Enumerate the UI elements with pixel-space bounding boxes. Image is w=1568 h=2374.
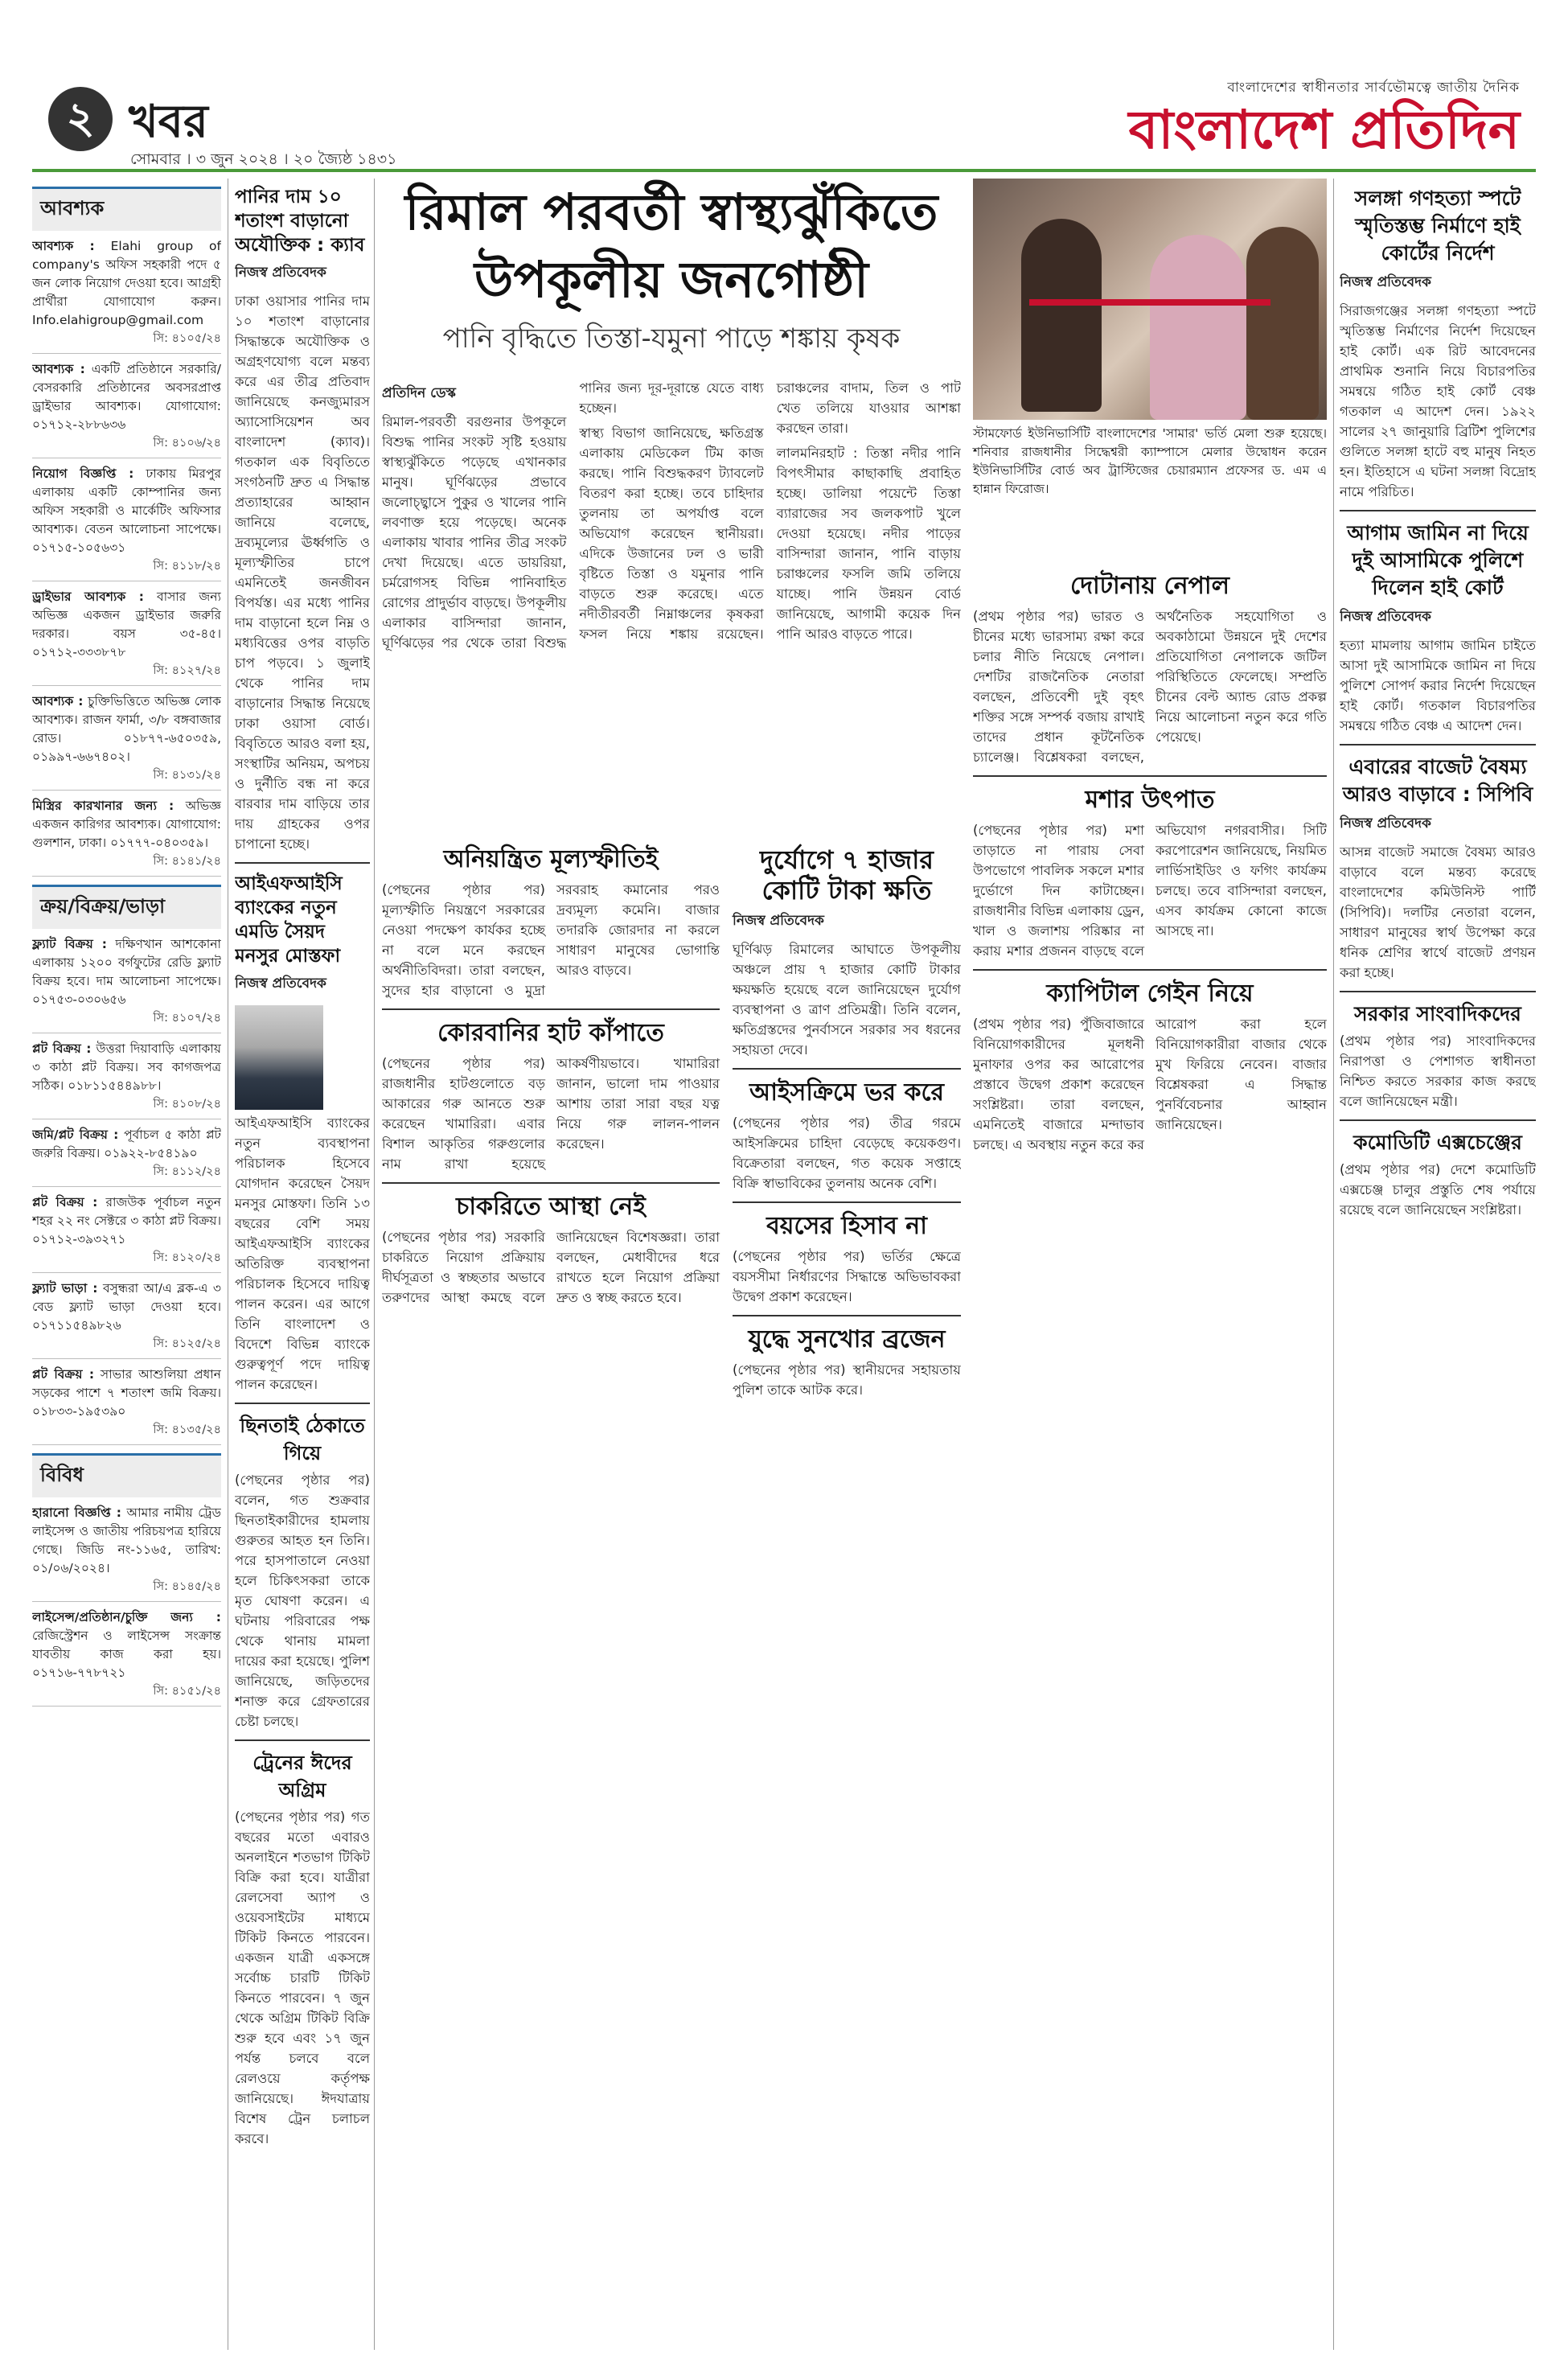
article-body: স্বাস্থ্য বিভাগ জানিয়েছে, ক্ষতিগ্রস্ত এলাকায় মেডিকেল টিম কাজ করছে। পানি বিশুদ্ধকরণ ট্যাবলেট বিতরণ করা হচ্ছে। তবে চাহিদার তুলনায় তা অপর্যাপ্ত বলে অভিযোগ করেছেন স্থানীয়রা। এদিকে উজানের ঢল ও ভারী বৃষ্টিতে তিস্তা ও যমুনার পানি বাড়তে শুরু করেছে। এতে নদীতীরবর্তী নিম্নাঞ্চলের কৃষকরা ফসল নিয়ে শঙ্কায় রয়েছেন। চরাঞ্চলের বাদাম, তিল ও পাট খেত তলিয়ে যাওয়ার আশঙ্কা করছেন তারা।: [579, 380, 961, 642]
story-rule: [382, 1182, 720, 1184]
lead-headline-line1: রিমাল পরবর্তী স্বাস্থ্যঝুঁকিতে: [404, 183, 938, 241]
article-body: (পেছনের পৃষ্ঠার পর) বলেন, গত শুক্রবার ছিনতাইকারীদের হামলায় গুরুতর আহত হন তিনি। পরে হাসপাতালে নেওয়া হলে চিকিৎসকরা তাকে মৃত ঘোষণা করেন। এ ঘটনায় পরিবারের পক্ষ থেকে থানায় মামলা দায়ের করা হয়েছে। পুলিশ জানিয়েছে, জড়িতদের শনাক্ত করে গ্রেফতারের চেষ্টা চলছে।: [235, 1472, 370, 1729]
article-body: (পেছনের পৃষ্ঠার পর) মূল্যস্ফীতি নিয়ন্ত্রণে সরকারের নেওয়া পদক্ষেপ কার্যকর হচ্ছে না বলে মনে করছেন অর্থনীতিবিদরা। তারা বলছেন, সুদের হার বাড়ানো ও মুদ্রা সরবরাহ কমানোর পরও দ্রব্যমূল্য কমেনি। বাজার তদারকি জোরদার না করলে সাধারণ মানুষের ভোগান্তি আরও বাড়বে।: [382, 882, 720, 998]
article-body: হত্যা মামলায় আগাম জামিন চাইতে আসা দুই আসামিকে জামিন না দিয়ে পুলিশে সোপর্দ করার নির্দেশ দিয়েছেন হাই কোর্ট। গতকাল বিচারপতির সমন্বয়ে গঠিত বেঞ্চ এ আদেশ দেন।: [1340, 638, 1536, 733]
story-rule: [235, 1739, 370, 1741]
news-column-2: [235, 179, 370, 2350]
article-body: লালমনিরহাট : তিস্তা নদীর পানি বিপৎসীমার কাছাকাছি প্রবাহিত হচ্ছে। ডালিয়া পয়েন্টে তিস্তা ব্যারাজের সব জলকপাট খুলে দেওয়া হয়েছে। নদীর পাড়ের বাসিন্দারা জানান, পানি বাড়ায় চরাঞ্চলের ফসলি জমি তলিয়ে যাচ্ছে। পানি উন্নয়ন বোর্ড জানিয়েছে, আগামী কয়েক দিন পানি আরও বাড়তে পারে।: [776, 446, 961, 642]
headline-commodity: কমোডিটি এক্সচেঞ্জের: [1353, 1131, 1522, 1154]
classified-ad: হারানো বিজ্ঞপ্তি : আমার নামীয় ট্রেড লাইসেন্স ও জাতীয় পরিচয়পত্র হারিয়ে গেছে। জিডি নং-১১৬৫, তারিখ: ০১/০৬/২০২৪। সি: ৪১৪৫/২৪: [32, 1504, 221, 1602]
story-rule: [973, 775, 1327, 777]
story-rule: [1340, 1119, 1536, 1121]
classified-ad: আবশ্যক : Elahi group of company's অফিস সহকারী পদে ৫ জন লোক নিয়োগ দেওয়া হবে। আগ্রহী প্রার্থীরা যোগাযোগ করুন। Info.elahigroup@gmail.com সি: ৪১০৫/২৪: [32, 237, 221, 354]
section-name: খবর: [129, 96, 208, 148]
story-rule: [1340, 991, 1536, 992]
headline-nepal: দোটানায় নেপাল: [1070, 572, 1229, 600]
article-body: (প্রথম পৃষ্ঠার পর) ভারত ও চীনের মধ্যে ভারসাম্য রক্ষা করে চলার নীতি নিয়েছে নেপাল। দেশটির রাজনৈতিক নেতারা বলছেন, প্রতিবেশী দুই বৃহৎ শক্তির সঙ্গে সম্পর্ক বজায় রাখাই তাদের প্রধান কূটনৈতিক চ্যালেঞ্জ। বিশ্লেষকরা বলছেন, অর্থনৈতিক সহযোগিতা ও অবকাঠামো উন্নয়নে দুই দেশের প্রতিযোগিতা নেপালকে জটিল পরিস্থিতিতে ফেলেছে। সম্প্রতি চীনের বেল্ট অ্যান্ড রোড প্রকল্প নিয়ে আলোচনা নতুন করে গতি পেয়েছে।: [973, 609, 1327, 765]
photo-figure: [1150, 235, 1246, 420]
headline-capital-gain: ক্যাপিটাল গেইন নিয়ে: [1046, 980, 1254, 1008]
article-body: (প্রথম পৃষ্ঠার পর) দেশে কমোডিটি এক্সচেঞ্জ চালুর প্রস্তুতি শেষ পর্যায়ে রয়েছে বলে জানিয়েছেন সংশ্লিষ্টরা।: [1340, 1162, 1536, 1218]
center-bottom-block: [382, 836, 961, 2348]
article-body: সিরাজগঞ্জের সলঙ্গা গণহত্যা স্পটে স্মৃতিস্তম্ভ নির্মাণের নির্দেশ দিয়েছেন হাই কোর্ট। এক রিট আবেদনের প্রাথমিক শুনানি নিয়ে বিচারপতির সমন্বয়ে গঠিত হাই কোর্ট বেঞ্চ গতকাল এ আদেশ দেন। ১৯২২ সালের ২৭ জানুয়ারি ব্রিটিশ পুলিশের গুলিতে সলঙ্গা হাটে বহু মানুষ নিহত হন। ইতিহাসে এ ঘটনা সলঙ্গা বিদ্রোহ নামে পরিচিত।: [1340, 303, 1536, 499]
article-body: (পেছনের পৃষ্ঠার পর) রাজধানীর হাটগুলোতে বড় আকারের গরু আনতে শুরু করেছেন খামারিরা। এবার বিশাল আকৃতির গরুগুলোর নাম রাখা হয়েছে আকর্ষণীয়ভাবে। খামারিরা জানান, ভালো দাম পাওয়ার আশায় তারা সারা বছর যত্ন নিয়ে গরু লালন-পালন করেছেন।: [382, 1056, 720, 1172]
byline: নিজস্ব প্রতিবেদক: [1340, 815, 1431, 832]
byline: নিজস্ব প্রতিবেদক: [1340, 274, 1431, 290]
headline-disaster-loss: দুর্যোগে ৭ হাজার কোটি টাকা ক্ষতি: [760, 844, 934, 906]
headline-journalists: সরকার সাংবাদিকদের: [1354, 1002, 1521, 1025]
ribbon: [1029, 299, 1270, 306]
headline-age: বয়সের হিসাব না: [766, 1212, 927, 1240]
headline-train-ticket: ট্রেনের ঈদের অগ্রিম: [252, 1752, 352, 1801]
classified-ad: প্লট বিক্রয় : সাভার আশুলিয়া প্রধান সড়কের পাশে ৭ শতাংশ জমি বিক্রয়। ০১৮৩৩-১৯৫৩৯০ সি: ৪১৩৫/২৪: [32, 1366, 221, 1445]
story-rule: [1340, 510, 1536, 511]
page-number: ২: [48, 87, 113, 151]
article-body: (পেছনের পৃষ্ঠার পর) গত বছরের মতো এবারও অনলাইনে শতভাগ টিকিট বিক্রি করা হবে। যাত্রীরা রেলসেবা অ্যাপ ও ওয়েবসাইটের মাধ্যমে টিকিট কিনতে পারবেন। একজন যাত্রী একসঙ্গে সর্বোচ্চ চারটি টিকিট কিনতে পারবেন। ৭ জুন থেকে অগ্রিম টিকিট বিক্রি শুরু হবে এবং ১৭ জুন পর্যন্ত চলবে বলে রেলওয়ে কর্তৃপক্ষ জানিয়েছে। ঈদযাত্রায় বিশেষ ট্রেন চলাচল করবে।: [235, 1809, 370, 2146]
article-body: আসন্ন বাজেট সমাজে বৈষম্য আরও বাড়াবে বলে মন্তব্য করেছে বাংলাদেশের কমিউনিস্ট পার্টি (সিপিবি)। দলটির নেতারা বলেন, সাধারণ মানুষের স্বার্থ উপেক্ষা করে ধনিক শ্রেণির স্বার্থে বাজেট প্রণয়ন করা হচ্ছে।: [1340, 844, 1536, 980]
masthead-rule: [32, 169, 1536, 172]
story-rule: [733, 1201, 961, 1203]
masthead: [32, 74, 1536, 168]
brand: [1129, 77, 1520, 159]
headline-bail: আগাম জামিন না দিয়ে দুই আসামিকে পুলিশে দিলেন হাই কোর্ট: [1347, 521, 1529, 599]
byline: নিজস্ব প্রতিবেদক: [1340, 609, 1431, 625]
headline-budget-cpb: এবারের বাজেট বৈষম্য আরও বাড়াবে : সিপিবি: [1342, 755, 1533, 806]
byline: নিজস্ব প্রতিবেদক: [235, 265, 326, 281]
story-rule: [733, 1315, 961, 1316]
classified-ad: নিয়োগ বিজ্ঞপ্তি : ঢাকায় মিরপুর এলাকায় একটি কোম্পানির জন্য অফিস সহকারী ও মার্কেটিং অফিসার আবশ্যক। বেতন আলোচনা সাপেক্ষে। ০১৭১৫-১০৫৬৩১ সি: ৪১১৮/২৪: [32, 465, 221, 581]
news-column-right: [1340, 179, 1536, 2350]
classified-ad: প্লট বিক্রয় : উত্তরা দিয়াবাড়ি এলাকায় ৩ কাঠা প্লট বিক্রয়। সব কাগজপত্র সঠিক। ০১৮১১৫৪৪৯৮৮। সি: ৪১০৮/২৪: [32, 1040, 221, 1119]
classified-ad: প্লট বিক্রয় : রাজউক পূর্বাচল নতুন শহর ২২ নং সেক্টরে ৩ কাঠা প্লট বিক্রয়। ০১৭১২-৩৯৩২৭১ সি: ৪১২০/২৪: [32, 1193, 221, 1273]
article-body: ঘূর্ণিঝড় রিমালের আঘাতে উপকূলীয় অঞ্চলে প্রায় ৭ হাজার কোটি টাকার ক্ষয়ক্ষতি হয়েছে বলে জানিয়েছেন দুর্যোগ ব্যবস্থাপনা ও ত্রাণ প্রতিমন্ত্রী। তিনি বলেন, ক্ষতিগ্রস্তদের পুনর্বাসনে সরকার সব ধরনের সহায়তা দেবে।: [733, 942, 961, 1058]
classified-ad: আবশ্যক : চুক্তিভিত্তিতে অভিজ্ঞ লোক আবশ্যক। রাজন ফার্মা, ৩/৮ বঙ্গবাজার রোড। ০১৮৭৭-৬৫০৩৫৯, ০১৯৯৭-৬৬৭৪০২। সি: ৪১৩১/২৪: [32, 692, 221, 791]
article-body: (প্রথম পৃষ্ঠার পর) পুঁজিবাজারে বিনিয়োগকারীদের মূলধনী মুনাফার ওপর কর আরোপের প্রস্তাবে উদ্বেগ প্রকাশ করেছেন সংশ্লিষ্টরা। তারা বলছেন, এমনিতেই বাজারে মন্দাভাব চলছে। এ অবস্থায় নতুন করে কর আরোপ করা হলে বিনিয়োগকারীরা বাজার থেকে মুখ ফিরিয়ে নেবেন। বাজার বিশ্লেষকরা এ সিদ্ধান্ত পুনর্বিবেচনার আহ্বান জানিয়েছেন।: [973, 1017, 1327, 1152]
headline-salanga: সলঙ্গা গণহত্যা স্পটে স্মৃতিস্তম্ভ নির্মাণে হাই কোর্টের নির্দেশ: [1354, 187, 1521, 265]
article-body: (পেছনের পৃষ্ঠার পর) সরকারি চাকরিতে নিয়োগ প্রক্রিয়ায় দীর্ঘসূত্রতা ও স্বচ্ছতার অভাবে তরুণদের আস্থা কমছে বলে জানিয়েছেন বিশেষজ্ঞরা। তারা বলছেন, মেধাবীদের ধরে রাখতে হলে নিয়োগ প্রক্রিয়া দ্রুত ও স্বচ্ছ করতে হবে।: [382, 1230, 720, 1305]
story-rule: [1340, 744, 1536, 745]
article-body: (পেছনের পৃষ্ঠার পর) স্থানীয়দের সহায়তায় পুলিশ তাকে আটক করে।: [733, 1362, 961, 1398]
headline-war: যুদ্ধে সুনখোর ব্রজেন: [748, 1325, 946, 1353]
article-body: রিমাল-পরবর্তী বরগুনার উপকূলে বিশুদ্ধ পানির সংকট সৃষ্টি হওয়ায় স্বাস্থ্যঝুঁকিতে পড়েছে এখানকার মানুষ। ঘূর্ণিঝড়ের প্রভাবে জলোচ্ছ্বাসে পুকুর ও খালের পানি লবণাক্ত হয়ে পড়েছে। অনেক এলাকায় খাবার পানির তীব্র সংকট দেখা দিয়েছে। এতে ডায়রিয়া, চর্মরোগসহ বিভিন্ন পানিবাহিত রোগের প্রাদুর্ভাব বাড়ছে। উপকূলীয় এলাকার বাসিন্দারা জানান, ঘূর্ণিঝড়ের পর থেকে তারা বিশুদ্ধ পানির জন্য দূর-দূরান্তে যেতে বাধ্য হচ্ছেন।: [382, 380, 764, 651]
story-rule: [235, 1403, 370, 1404]
article-body: (প্রথম পৃষ্ঠার পর) সাংবাদিকদের নিরাপত্তা ও পেশাগত স্বাধীনতা নিশ্চিত করতে সরকার কাজ করছে বলে জানিয়েছেন মন্ত্রী।: [1340, 1033, 1536, 1109]
article-body: (পেছনের পৃষ্ঠার পর) মশা তাড়াতে না পারায় সেবা উপভোগে পাবলিক সকলে মশার দুর্ভোগে দিন কাটাচ্ছেন। রাজধানীর বিভিন্ন এলাকায় ড্রেন, খাল ও জলাশয় পরিষ্কার না করায় মশার প্রজনন বাড়ছে বলে অভিযোগ নগরবাসীর। সিটি করপোরেশন জানিয়েছে, নিয়মিত লার্ভিসাইডিং ও ফগিং কার্যক্রম চলছে। তবে বাসিন্দারা বলছেন, এসব কার্যক্রম কোনো কাজে আসছে না।: [973, 823, 1327, 959]
portrait-photo: [235, 1005, 323, 1110]
headline-qurbani: কোরবানির হাট কাঁপাতে: [437, 1019, 664, 1047]
story-inflation: [382, 836, 720, 1308]
classified-ad: ফ্ল্যাট বিক্রয় : দক্ষিণখান আশকোনা এলাকায় ১২০০ বর্গফুটের রেডি ফ্ল্যাট বিক্রয় হবে। দাম আলোচনা সাপেক্ষে। ০১৭৫৩-০৩০৬৫৬ সি: ৪১০৭/২৪: [32, 935, 221, 1033]
story-rule: [973, 969, 1327, 971]
headline-water-price: পানির দাম ১০ শতাংশ বাড়ানো অযৌক্তিক : ক্যাব: [235, 187, 365, 256]
lead-story-body: [382, 378, 961, 828]
news-photo: [973, 179, 1327, 420]
headline-snatching: ছিনতাই ঠেকাতে গিয়ে: [240, 1415, 365, 1464]
classified-ad: ড্রাইভার আবশ্যক : বাসার জন্য অভিজ্ঞ একজন ড্রাইভার জরুরি দরকার। বয়স ৩৫-৪৫। ০১৭১২-৩৩৩৮৭৮ সি: ৪১২৭/২৪: [32, 588, 221, 686]
article-body: ঢাকা ওয়াসার পানির দাম ১০ শতাংশ বাড়ানোর সিদ্ধান্তকে অযৌক্তিক ও অগ্রহণযোগ্য বলে মন্তব্য করে এর তীব্র প্রতিবাদ জানিয়েছে কনজ্যুমারস অ্যাসোসিয়েশন অব বাংলাদেশ (ক্যাব)। গতকাল এক বিবৃতিতে সংগঠনটি দ্রুত এ সিদ্ধান্ত প্রত্যাহারের আহ্বান জানিয়ে বলেছে, দ্রব্যমূল্যের ঊর্ধ্বগতি ও মূল্যস্ফীতির চাপে এমনিতেই জনজীবন বিপর্যস্ত। এর মধ্যে পানির দাম বাড়ানো হলে নিম্ন ও মধ্যবিত্তের ওপর বাড়তি চাপ পড়বে। ১ জুলাই থেকে পানির দাম বাড়ানোর সিদ্ধান্ত নিয়েছে ঢাকা ওয়াসা বোর্ড। বিবৃতিতে আরও বলা হয়, সংস্থাটির অনিয়ম, অপচয় ও দুর্নীতি বন্ধ না করে বারবার দাম বাড়িয়ে তার দায় গ্রাহকের ওপর চাপানো হচ্ছে।: [235, 294, 370, 852]
dateline: সোমবার । ৩ জুন ২০২৪ । ২০ জ্যৈষ্ঠ ১৪৩১: [130, 150, 397, 168]
classifieds-column: [32, 179, 221, 2350]
classifieds-heading-misc: বিবিধ: [32, 1453, 221, 1497]
brand-tagline: বাংলাদেশের স্বাধীনতার সার্বভৌমত্বে জাতীয় দৈনিক: [1227, 80, 1520, 96]
article-body: আইএফআইসি ব্যাংকের নতুন ব্যবস্থাপনা পরিচালক হিসেবে যোগদান করেছেন সৈয়দ মনসুর মোস্তফা। তিনি ১৩ বছরের বেশি সময় আইএফআইসি ব্যাংকের অতিরিক্ত ব্যবস্থাপনা পরিচালক হিসেবে দায়িত্ব পালন করেন। এর আগে তিনি বাংলাদেশ ও বিদেশে বিভিন্ন ব্যাংকে গুরুত্বপূর্ণ পদে দায়িত্ব পালন করেছেন।: [235, 1115, 370, 1392]
classified-ad: লাইসেন্স/প্রতিষ্ঠান/চুক্তি জন্য : রেজিস্ট্রেশন ও লাইসেন্স সংক্রান্ত যাবতীয় কাজ করা হয়। ০১৭১৬-৭৭৮৭২১ সি: ৪১৫১/২৪: [32, 1608, 221, 1707]
column-divider: [374, 179, 375, 2350]
byline: প্রতিদিন ডেস্ক: [382, 385, 456, 401]
story-rule: [382, 1008, 720, 1010]
classifieds-heading-sale: ক্রয়/বিক্রয়/ভাড়া: [32, 885, 221, 929]
classified-ad: ফ্ল্যাট ভাড়া : বসুন্ধরা আ/এ ব্লক-এ ৩ বেড ফ্ল্যাট ভাড়া দেওয়া হবে। ০১৭১১৫৪৯৮২৬ সি: ৪১২৫/২৪: [32, 1279, 221, 1359]
column-divider: [1333, 179, 1334, 2350]
lead-headline-line2: উপকূলীয় জনগোষ্ঠী: [474, 250, 868, 309]
headline-ific-md: আইএফআইসি ব্যাংকের নতুন এমডি সৈয়দ মনসুর মোস্তফা: [235, 873, 343, 967]
photo-caption: স্টামফোর্ড ইউনিভার্সিটি বাংলাদেশের 'সামার' ভর্তি মেলা শুরু হয়েছে। শনিবার রাজধানীর সিদ্ধেশ্বরী ক্যাম্পাসে মেলার উদ্বোধন করেন ইউনিভার্সিটির বোর্ড অব ট্রাস্টিজের চেয়ারম্যান প্রফেসর ড. এম এ হান্নান ফিরোজ।: [973, 426, 1327, 496]
lead-story: [378, 179, 965, 359]
headline-mosquito: মশার উৎপাত: [1085, 786, 1215, 814]
headline-icecream: আইসক্রিমে ভর করে: [749, 1078, 945, 1107]
photo-figure: [1246, 227, 1319, 420]
article-body: (পেছনের পৃষ্ঠার পর) তীব্র গরমে আইসক্রিমের চাহিদা বেড়েছে কয়েকগুণ। বিক্রেতারা বলছেন, গত কয়েক সপ্তাহে বিক্রি স্বাভাবিকের তুলনায় অনেক বেশি।: [733, 1115, 961, 1191]
brand-name: বাংলাদেশ প্রতিদিন: [1128, 98, 1520, 161]
lead-subheadline: পানি বৃদ্ধিতে তিস্তা-যমুনা পাড়ে শঙ্কায় কৃষক: [442, 322, 901, 355]
classifieds-heading: আবশ্যক: [32, 187, 221, 231]
classified-ad: মিস্ত্রির কারখানার জন্য : অভিজ্ঞ একজন কারিগর আবশ্যক। যোগাযোগ: গুলশান, ঢাকা। ০১৭৭৭-০৪০৩৫৯। সি: ৪১৪১/২৪: [32, 797, 221, 877]
news-column-4: [973, 563, 1327, 2348]
headline-job-trust: চাকরিতে আস্থা নেই: [456, 1193, 646, 1221]
classified-ad: আবশ্যক : একটি প্রতিষ্ঠানে সরকারি/বেসরকারি প্রতিষ্ঠানের অবসরপ্রাপ্ত ড্রাইভার আবশ্যক। যোগাযোগ: ০১৭১২-২৮৮৬৩৬ সি: ৪১০৬/২৪: [32, 360, 221, 458]
story-disaster: [733, 836, 961, 1400]
classified-ad: জমি/প্লট বিক্রয় : পূর্বাচল ৫ কাঠা প্লট জরুরি বিক্রয়। ০১৯২২-৮৫৪১৯০ সি: ৪১১২/২৪: [32, 1126, 221, 1187]
photo-figure: [1021, 219, 1102, 412]
byline: নিজস্ব প্রতিবেদক: [733, 913, 824, 929]
story-rule: [235, 862, 370, 864]
article-body: (পেছনের পৃষ্ঠার পর) ভর্তির ক্ষেত্রে বয়সসীমা নির্ধারণের সিদ্ধান্তে অভিভাবকরা উদ্বেগ প্রকাশ করেছেন।: [733, 1249, 961, 1304]
headline-inflation: অনিয়ন্ত্রিত মূল্যস্ফীতিই: [443, 845, 659, 873]
byline: নিজস্ব প্রতিবেদক: [235, 975, 326, 992]
story-rule: [733, 1068, 961, 1070]
